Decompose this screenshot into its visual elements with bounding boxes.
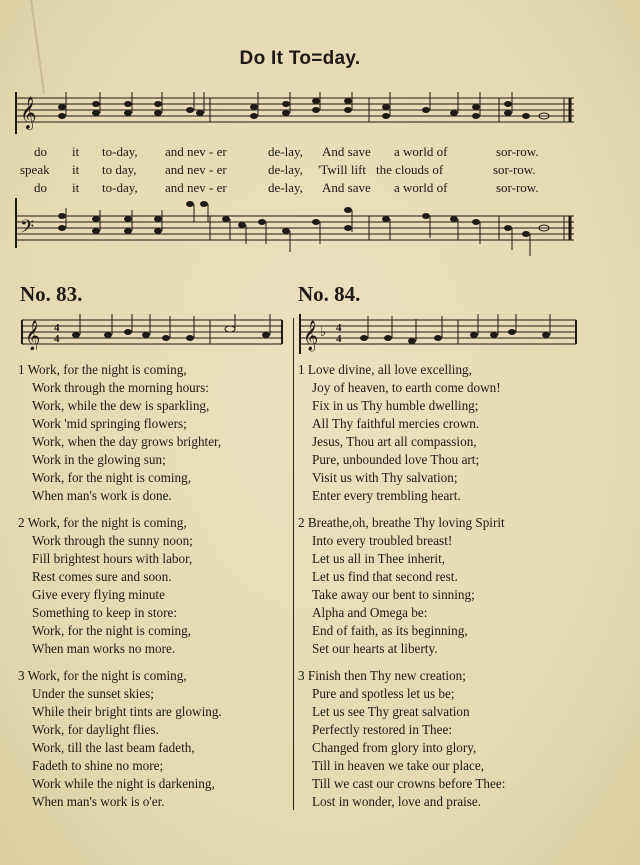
hymn83-number: No. 83. <box>20 282 83 306</box>
lyric-row-3: do it to-day, and nev - er de-lay, And save a world of sor-row. <box>34 180 539 195</box>
hymn84-staff <box>298 314 582 354</box>
hymn84-stanza-1: 1 Love divine, all love excelling, Joy of heaven, to earth come down! Fix in us Thy humble dwelling; All Thy faithful mercies crown. Jesus, Thou art all compassion, Pure, unbounded love Thou art; Visit us with Thy salvation; Enter every trembling heart. <box>298 362 501 503</box>
lyric-row-2: speak it to day, and nev - er de-lay, 'Twill lift the clouds of sor-row. <box>20 162 536 177</box>
hymn83-stanza-2: 2 Work, for the night is coming, Work through the sunny noon; Fill brightest hours with labor, Rest comes sure and soon. Give every flying minute Something to keep in store: Work, for the night is coming, When man works no more. <box>18 515 193 656</box>
hymn84-stanza-2: 2 Breathe,oh, breathe Thy loving Spirit Into every troubled breast! Let us all in Thee inherit, Let us find that second rest. Take away our bent to sinning; Alpha and Omega be: End of faith, as its beginning, Set our hearts at liberty. <box>298 515 505 656</box>
hymn83-stanza-1: 1 Work, for the night is coming, Work through the morning hours: Work, while the dew is sparkling, Work 'mid springing flowers; Work, when the day grows brighter, Work in the glowing sun; Work, for the night is coming, When man's work is done. <box>18 362 222 503</box>
lyric-row-1: do it to-day, and nev - er de-lay, And save a world of sor-row. <box>34 144 539 159</box>
hymn83-staff <box>20 314 290 350</box>
treble-staff <box>14 92 584 134</box>
svg-text:4: 4 <box>336 322 342 334</box>
bass-staff <box>14 198 584 264</box>
column-divider <box>293 318 294 810</box>
svg-text:4: 4 <box>54 322 60 334</box>
hymn84-stanza-3: 3 Finish then Thy new creation; Pure and spotless let us be; Let us see Thy great salvation Perfectly restored in Thee: Changed from glory into glory, Till in heaven we take our place, Till we cast our crowns before Thee: Lost in wonder, love and praise. <box>298 668 506 809</box>
bass-clef-icon: 𝄢 <box>20 216 35 241</box>
flat-icon: ♭ <box>320 324 327 339</box>
svg-text:4: 4 <box>336 333 342 345</box>
top-hymn-title: Do It To=day. <box>239 48 361 69</box>
treble-clef-icon: 𝄞 <box>25 321 41 350</box>
hymn83-stanza-3: 3 Work, for the night is coming, Under the sunset skies; While their bright tints are glowing. Work, for daylight flies. Work, till the last beam fadeth, Fadeth to shine no more; Work while the night is darkening, When man's work is o'er. <box>18 668 222 809</box>
treble-clef-icon: 𝄞 <box>20 98 37 129</box>
treble-clef-icon: 𝄞 <box>303 321 319 350</box>
hymn84-number: No. 84. <box>298 282 361 306</box>
svg-text:4: 4 <box>54 333 60 345</box>
